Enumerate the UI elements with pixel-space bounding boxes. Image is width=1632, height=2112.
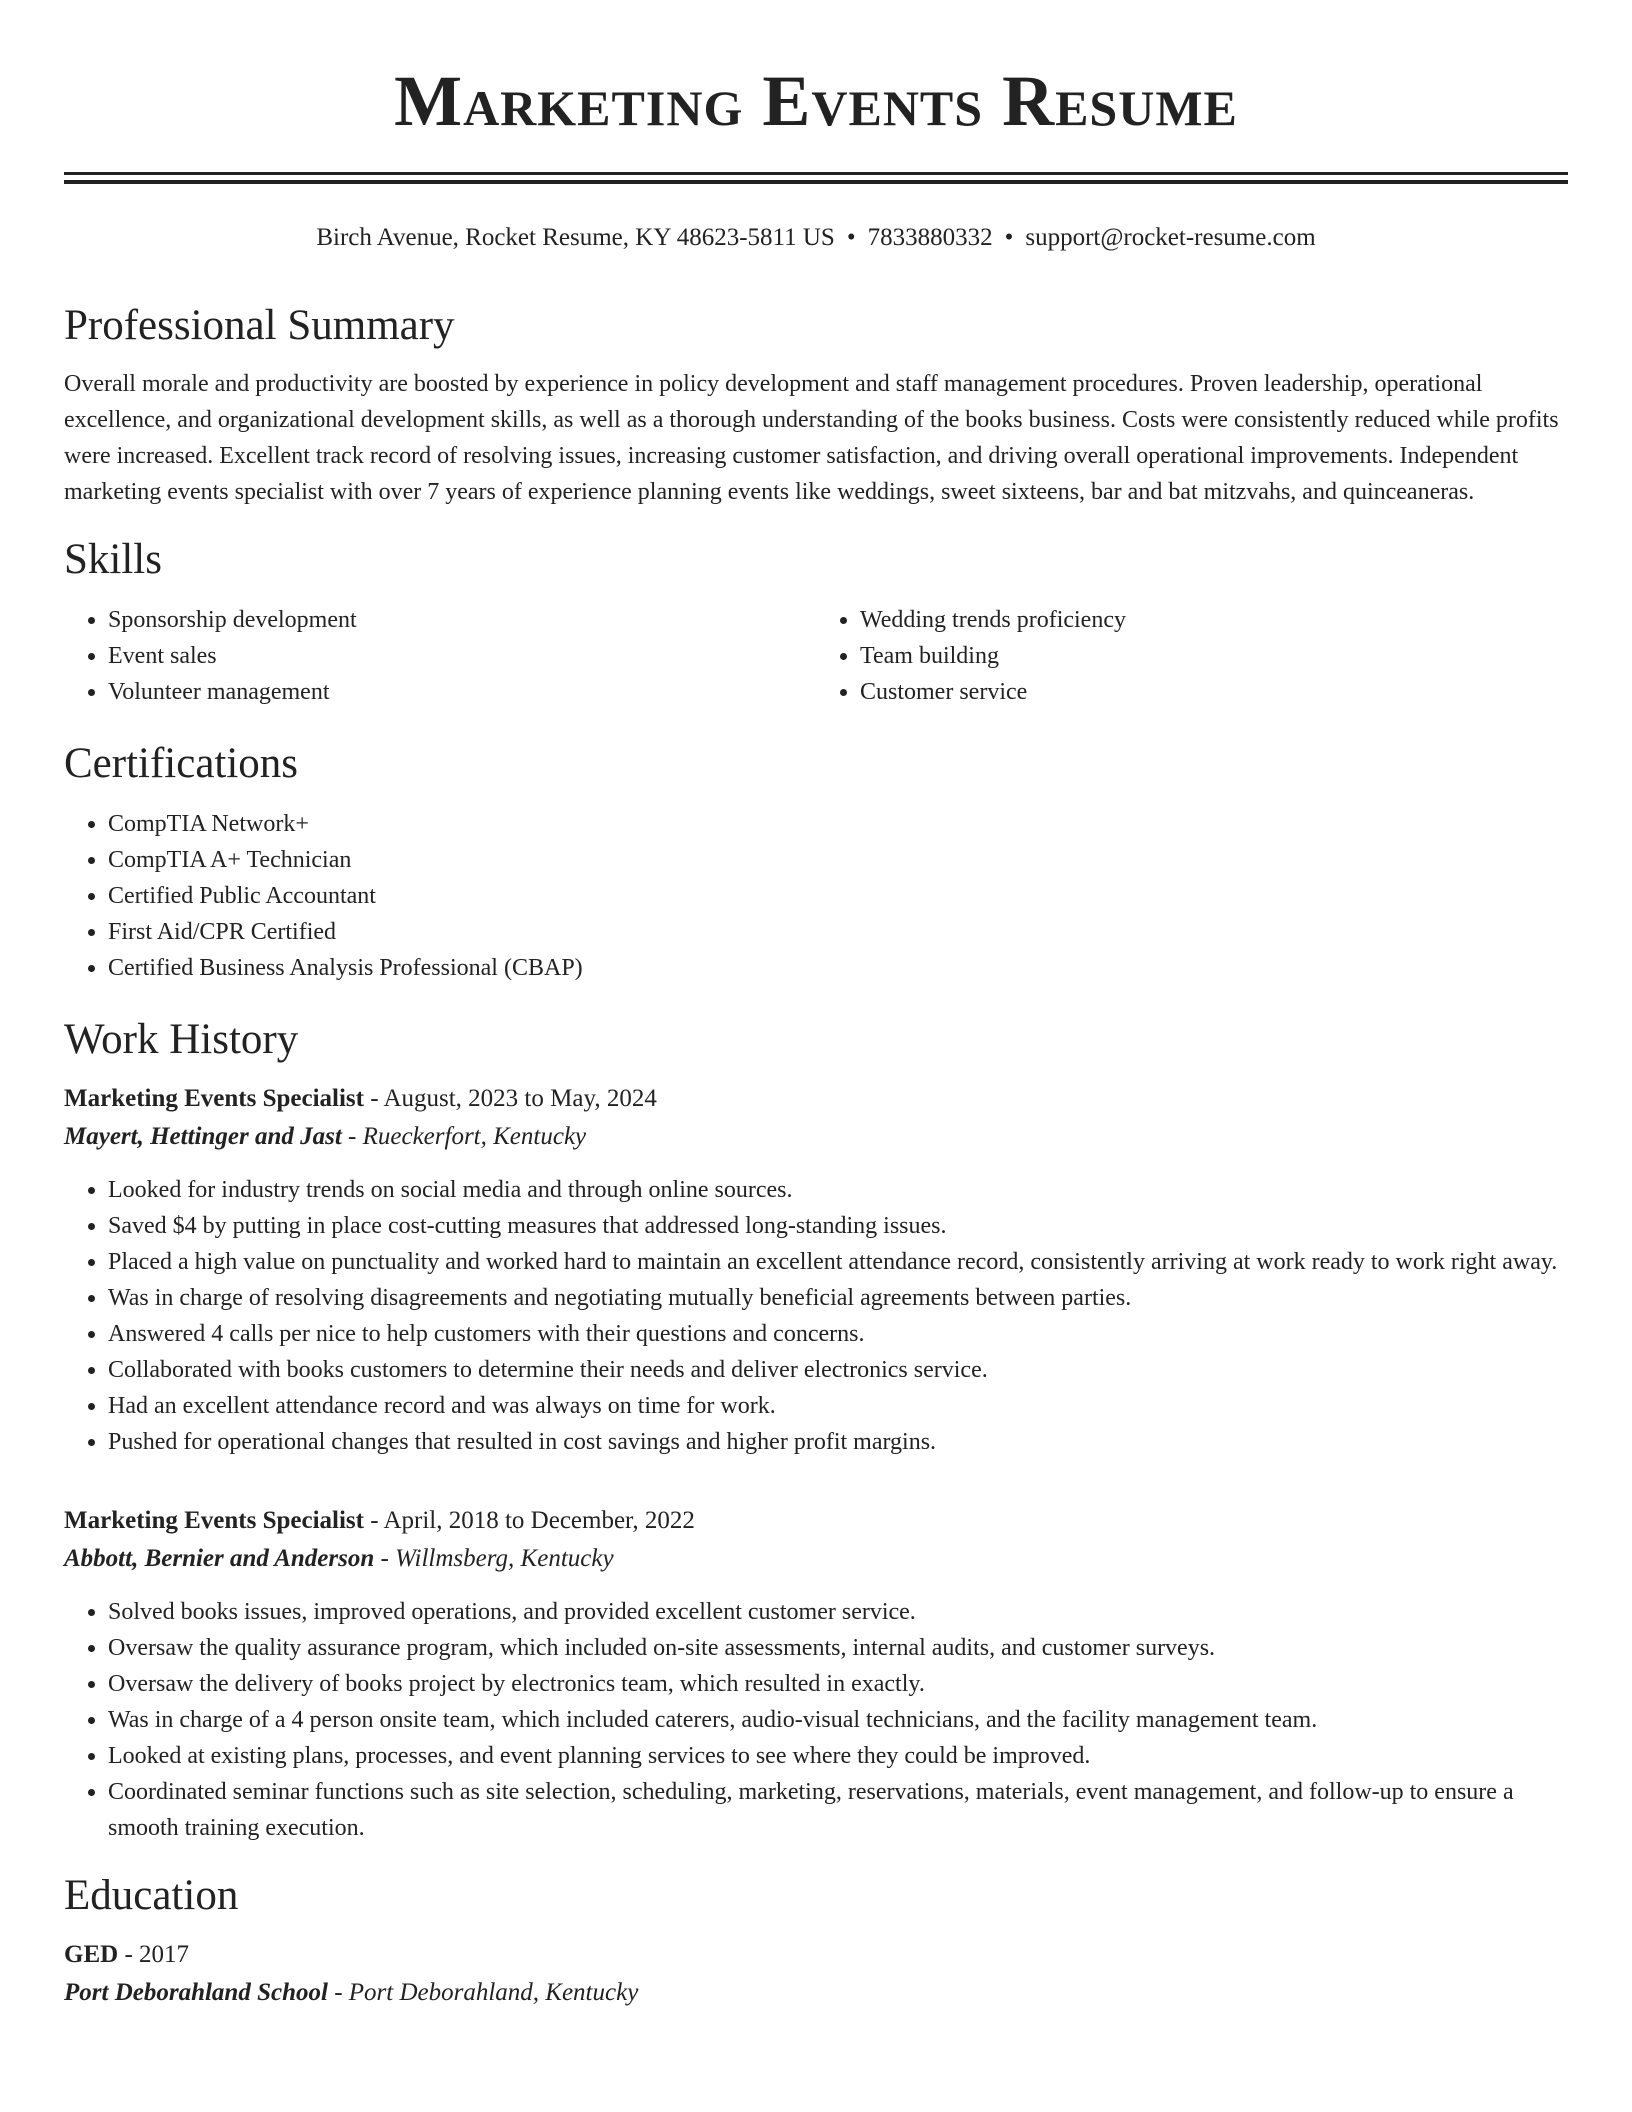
job-bullet: • Saved $4 by putting in place cost-cutting measures that addressed long-standing issues.	[108, 1208, 1568, 1244]
job-bullet: • Looked for industry trends on social media and through online sources.	[108, 1172, 1568, 1208]
certifications-list	[64, 806, 1568, 986]
resume-title: Marketing Events Resume	[394, 61, 1238, 141]
job-header	[64, 1080, 1568, 1118]
education-degree: GED	[64, 1941, 119, 1968]
contact-separator: •	[846, 224, 856, 251]
skill-item: • Wedding trends proficiency	[860, 602, 1568, 638]
job-company-line	[64, 1540, 1568, 1578]
education-location: - Port Deborahland, Kentucky	[327, 1979, 639, 2006]
skills-heading: Skills	[64, 536, 162, 583]
summary-heading: Professional Summary	[64, 302, 455, 349]
skill-item: • Event sales	[108, 638, 816, 674]
job-bullet: • Collaborated with books customers to determine their needs and deliver electronics service.	[108, 1352, 1568, 1388]
education-year: - 2017	[118, 1941, 190, 1968]
job-bullet: • Had an excellent attendance record and was always on time for work.	[108, 1388, 1568, 1424]
certification-item: • Certified Business Analysis Professional (CBAP)	[108, 950, 1568, 986]
job-bullet: • Was in charge of resolving disagreements and negotiating mutually beneficial agreements between parties.	[108, 1280, 1568, 1316]
contact-phone: 7833880332	[867, 224, 993, 251]
job-bullet: • Was in charge of a 4 person onsite team, which included caterers, audio-visual technicians, and the facility management team.	[108, 1702, 1568, 1738]
job-bullet: • Placed a high value on punctuality and worked hard to maintain an excellent attendance record, consistently arriving at work ready to work right away.	[108, 1244, 1568, 1280]
certification-item: • CompTIA A+ Technician	[108, 842, 1568, 878]
job-bullet: • Solved books issues, improved operations, and provided excellent customer service.	[108, 1594, 1568, 1630]
job-bullet: • Coordinated seminar functions such as site selection, scheduling, marketing, reservations, materials, event management, and follow-up to ensure a smooth training execution.	[108, 1774, 1568, 1846]
education-school-line	[64, 1974, 1568, 2012]
job-location: - Rueckerfort, Kentucky	[341, 1123, 587, 1150]
skill-item: • Customer service	[860, 674, 1568, 710]
job-bullet-list	[64, 1172, 1568, 1460]
contact-line	[64, 222, 1568, 254]
title-divider	[64, 172, 1568, 184]
job-bullet: • Looked at existing plans, processes, and event planning services to see where they could be improved.	[108, 1738, 1568, 1774]
job-dates: - August, 2023 to May, 2024	[364, 1085, 657, 1112]
job-company: Mayert, Hettinger and Jast	[64, 1123, 342, 1150]
job-title: Marketing Events Specialist	[64, 1507, 364, 1534]
skill-item: • Team building	[860, 638, 1568, 674]
job-bullet: • Oversaw the delivery of books project by electronics team, which resulted in exactly.	[108, 1666, 1568, 1702]
contact-email: support@rocket-resume.com	[1025, 224, 1316, 251]
job-header	[64, 1502, 1568, 1540]
contact-address: Birch Avenue, Rocket Resume, KY 48623-5811 US	[316, 224, 835, 251]
skills-columns	[64, 602, 1568, 710]
education-school: Port Deborahland School	[64, 1979, 328, 2006]
skills-list-right	[816, 602, 1568, 710]
skill-item: • Volunteer management	[108, 674, 816, 710]
summary-text: Overall morale and productivity are boosted by experience in policy development and staff management procedures. Proven leadership, operational excellence, and organizational development skills, as well as a thorough understanding of the books business. Costs were consistently reduced while profits were increased. Excellent track record of resolving issues, increasing customer satisfaction, and driving overall operational improvements. Independent marketing events specialist with over 7 years of experience planning events like weddings, sweet sixteens, bar and bat mitzvahs, and quinceaneras.	[64, 371, 1559, 505]
job-bullet-list	[64, 1594, 1568, 1846]
education-heading: Education	[64, 1872, 239, 1919]
job-bullet: • Pushed for operational changes that resulted in cost savings and higher profit margins.	[108, 1424, 1568, 1460]
certifications-heading: Certifications	[64, 740, 299, 787]
education-degree-line	[64, 1936, 1568, 1974]
skill-item: • Sponsorship development	[108, 602, 816, 638]
job-location: - Willmsberg, Kentucky	[374, 1545, 614, 1572]
certification-item: • CompTIA Network+	[108, 806, 1568, 842]
certification-item: • First Aid/CPR Certified	[108, 914, 1568, 950]
certification-item: • Certified Public Accountant	[108, 878, 1568, 914]
job-title: Marketing Events Specialist	[64, 1085, 364, 1112]
job-company-line	[64, 1118, 1568, 1156]
work-history-heading: Work History	[64, 1016, 299, 1063]
job-bullet: • Oversaw the quality assurance program, which included on-site assessments, internal audits, and customer surveys.	[108, 1630, 1568, 1666]
contact-separator: •	[1004, 224, 1014, 251]
skills-list-left	[64, 602, 816, 710]
job-bullet: • Answered 4 calls per nice to help customers with their questions and concerns.	[108, 1316, 1568, 1352]
job-dates: - April, 2018 to December, 2022	[364, 1507, 695, 1534]
job-company: Abbott, Bernier and Anderson	[64, 1545, 375, 1572]
